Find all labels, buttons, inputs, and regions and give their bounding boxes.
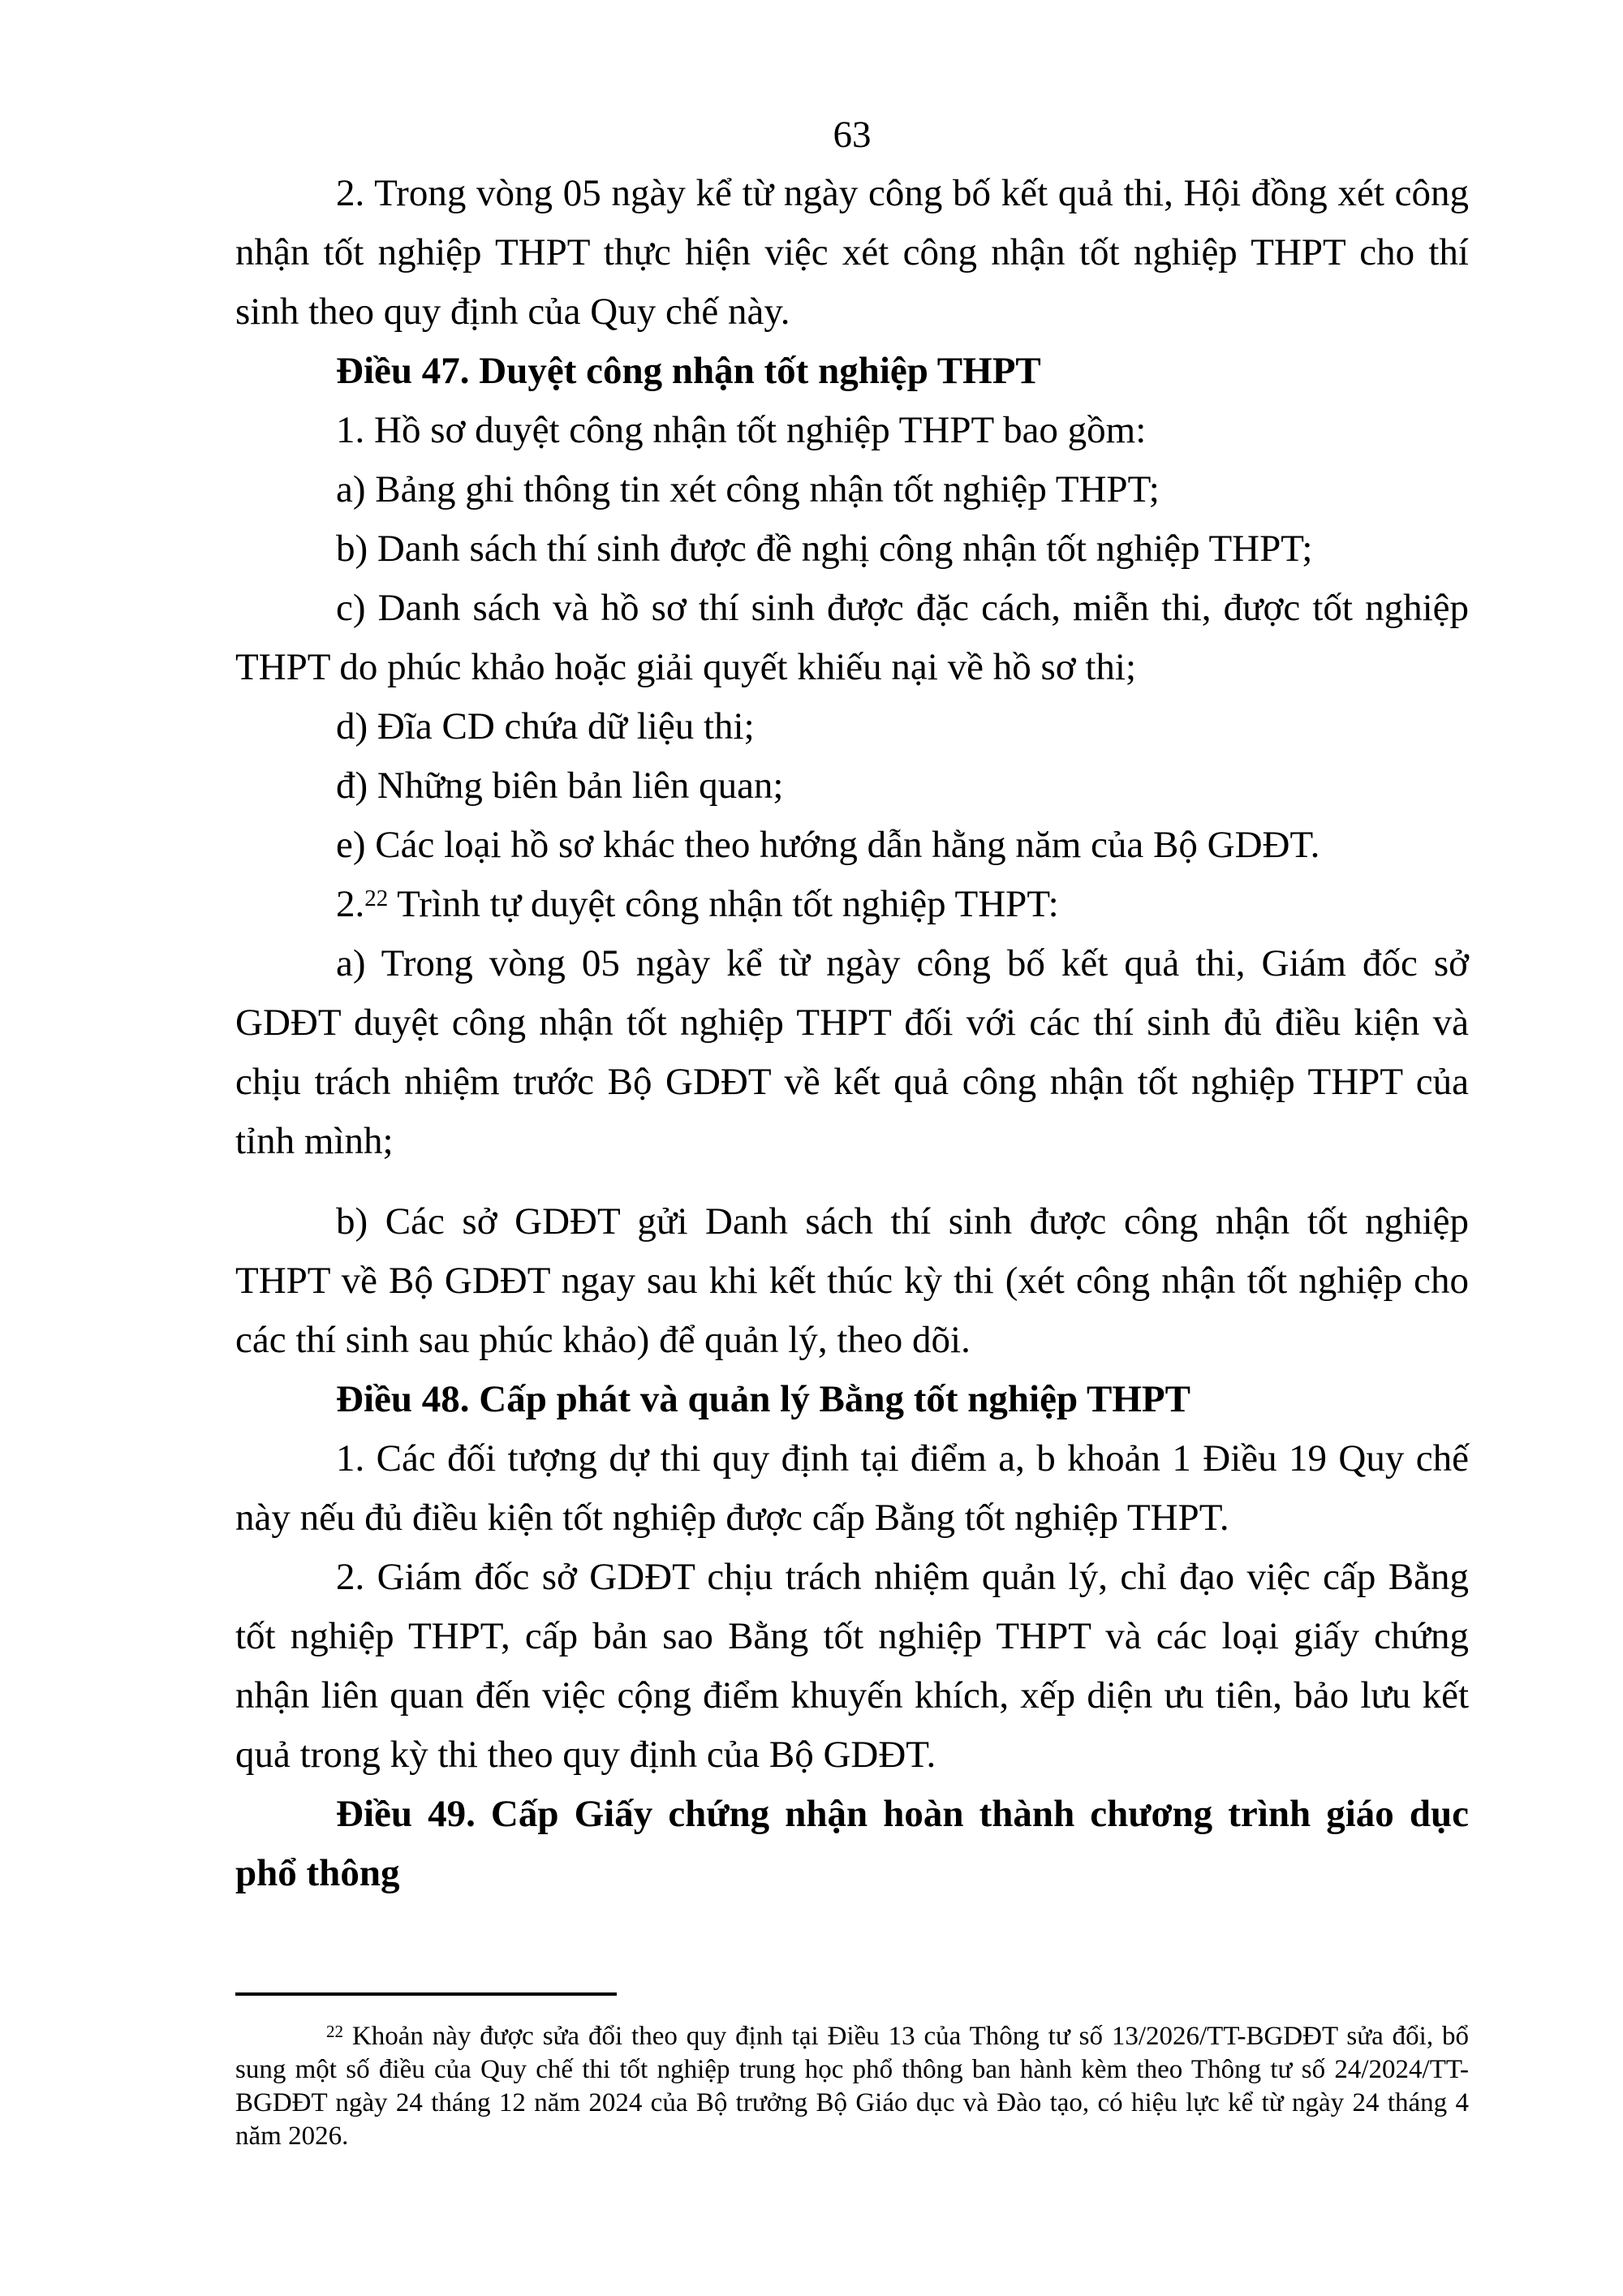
point-b-gui-danh-sach: b) Các sở GDĐT gửi Danh sách thí sinh được công nhận tốt nghiệp THPT về Bộ GDĐT ngay sau khi kết thúc kỳ thi (xét công nhận tốt nghiệp cho các thí sinh sau phúc khảo) để quản lý, theo dõi. — [235, 1200, 1469, 1361]
point-d-dia-cd: d) Đĩa CD chứa dữ liệu thi; — [336, 705, 755, 747]
clause-2-quan-ly-bang: 2. Giám đốc sở GDĐT chịu trách nhiệm quản lý, chỉ đạo việc cấp Bằng tốt nghiệp THPT, cấp bản sao Bằng tốt nghiệp THPT và các loại giấy chứng nhận liên quan đến việc cộng điểm khuyến khích, xếp diện ưu tiên, bảo lưu kết quả trong kỳ thi theo quy định của Bộ GDĐT. — [235, 1556, 1469, 1776]
paragraph-text: Trình tự duyệt công nhận tốt nghiệp THPT: — [388, 883, 1059, 925]
document-body — [235, 164, 1469, 1903]
paragraph-text: 2. — [336, 883, 365, 925]
point-a-bang-ghi: a) Bảng ghi thông tin xét công nhận tốt nghiệp THPT; — [336, 468, 1160, 510]
point-e-ho-so-khac: e) Các loại hồ sơ khác theo hướng dẫn hằng năm của Bộ GDĐT. — [336, 824, 1320, 866]
article-49-heading: Điều 49. Cấp Giấy chứng nhận hoàn thành chương trình giáo dục phổ thông — [235, 1793, 1469, 1894]
clause-2-trinh-tu — [235, 875, 1469, 934]
footnote-reference-22: 22 — [364, 885, 389, 911]
footnote-22 — [235, 2020, 1469, 2153]
page-number: 63 — [833, 114, 872, 156]
footnote-separator — [235, 1992, 617, 1996]
footnote-marker-22: 22 — [326, 2021, 343, 2041]
point-dd-bien-ban: đ) Những biên bản liên quan; — [336, 765, 784, 807]
clause-1-ho-so-duyet: 1. Hồ sơ duyệt công nhận tốt nghiệp THPT bao gồm: — [336, 409, 1147, 451]
clause-2-xet-cong-nhan: 2. Trong vòng 05 ngày kể từ ngày công bố kết quả thi, Hội đồng xét công nhận tốt nghiệp THPT thực hiện việc xét công nhận tốt nghiệp THPT cho thí sinh theo quy định của Quy chế này. — [235, 172, 1469, 333]
footnote-text: Khoản này được sửa đổi theo quy định tại Điều 13 của Thông tư số 13/2026/TT-BGDĐT sửa đổi, bổ sung một số điều của Quy chế thi tốt nghiệp trung học phổ thông ban hành kèm theo Thông tư số 24/2024/TT-BGDĐT ngày 24 tháng 12 năm 2024 của Bộ trưởng Bộ Giáo dục và Đào tạo, có hiệu lực kể từ ngày 24 tháng 4 năm 2026. — [235, 2022, 1469, 2151]
point-c-danh-sach-ho-so: c) Danh sách và hồ sơ thí sinh được đặc cách, miễn thi, được tốt nghiệp THPT do phúc khảo hoặc giải quyết khiếu nại về hồ sơ thi; — [235, 587, 1469, 688]
article-48-heading: Điều 48. Cấp phát và quản lý Bằng tốt nghiệp THPT — [336, 1378, 1190, 1420]
clause-1-cap-bang: 1. Các đối tượng dự thi quy định tại điểm a, b khoản 1 Điều 19 Quy chế này nếu đủ điều kiện tốt nghiệp được cấp Bằng tốt nghiệp THPT. — [235, 1437, 1469, 1539]
article-47-heading: Điều 47. Duyệt công nhận tốt nghiệp THPT — [336, 350, 1041, 392]
point-a-giam-doc-duyet: a) Trong vòng 05 ngày kể từ ngày công bố kết quả thi, Giám đốc sở GDĐT duyệt công nhận tốt nghiệp THPT đối với các thí sinh đủ điều kiện và chịu trách nhiệm trước Bộ GDĐT về kết quả công nhận tốt nghiệp THPT của tỉnh mình; — [235, 942, 1469, 1162]
point-b-danh-sach-de-nghi: b) Danh sách thí sinh được đề nghị công nhận tốt nghiệp THPT; — [336, 528, 1313, 570]
footnote-area — [235, 1992, 1469, 2153]
